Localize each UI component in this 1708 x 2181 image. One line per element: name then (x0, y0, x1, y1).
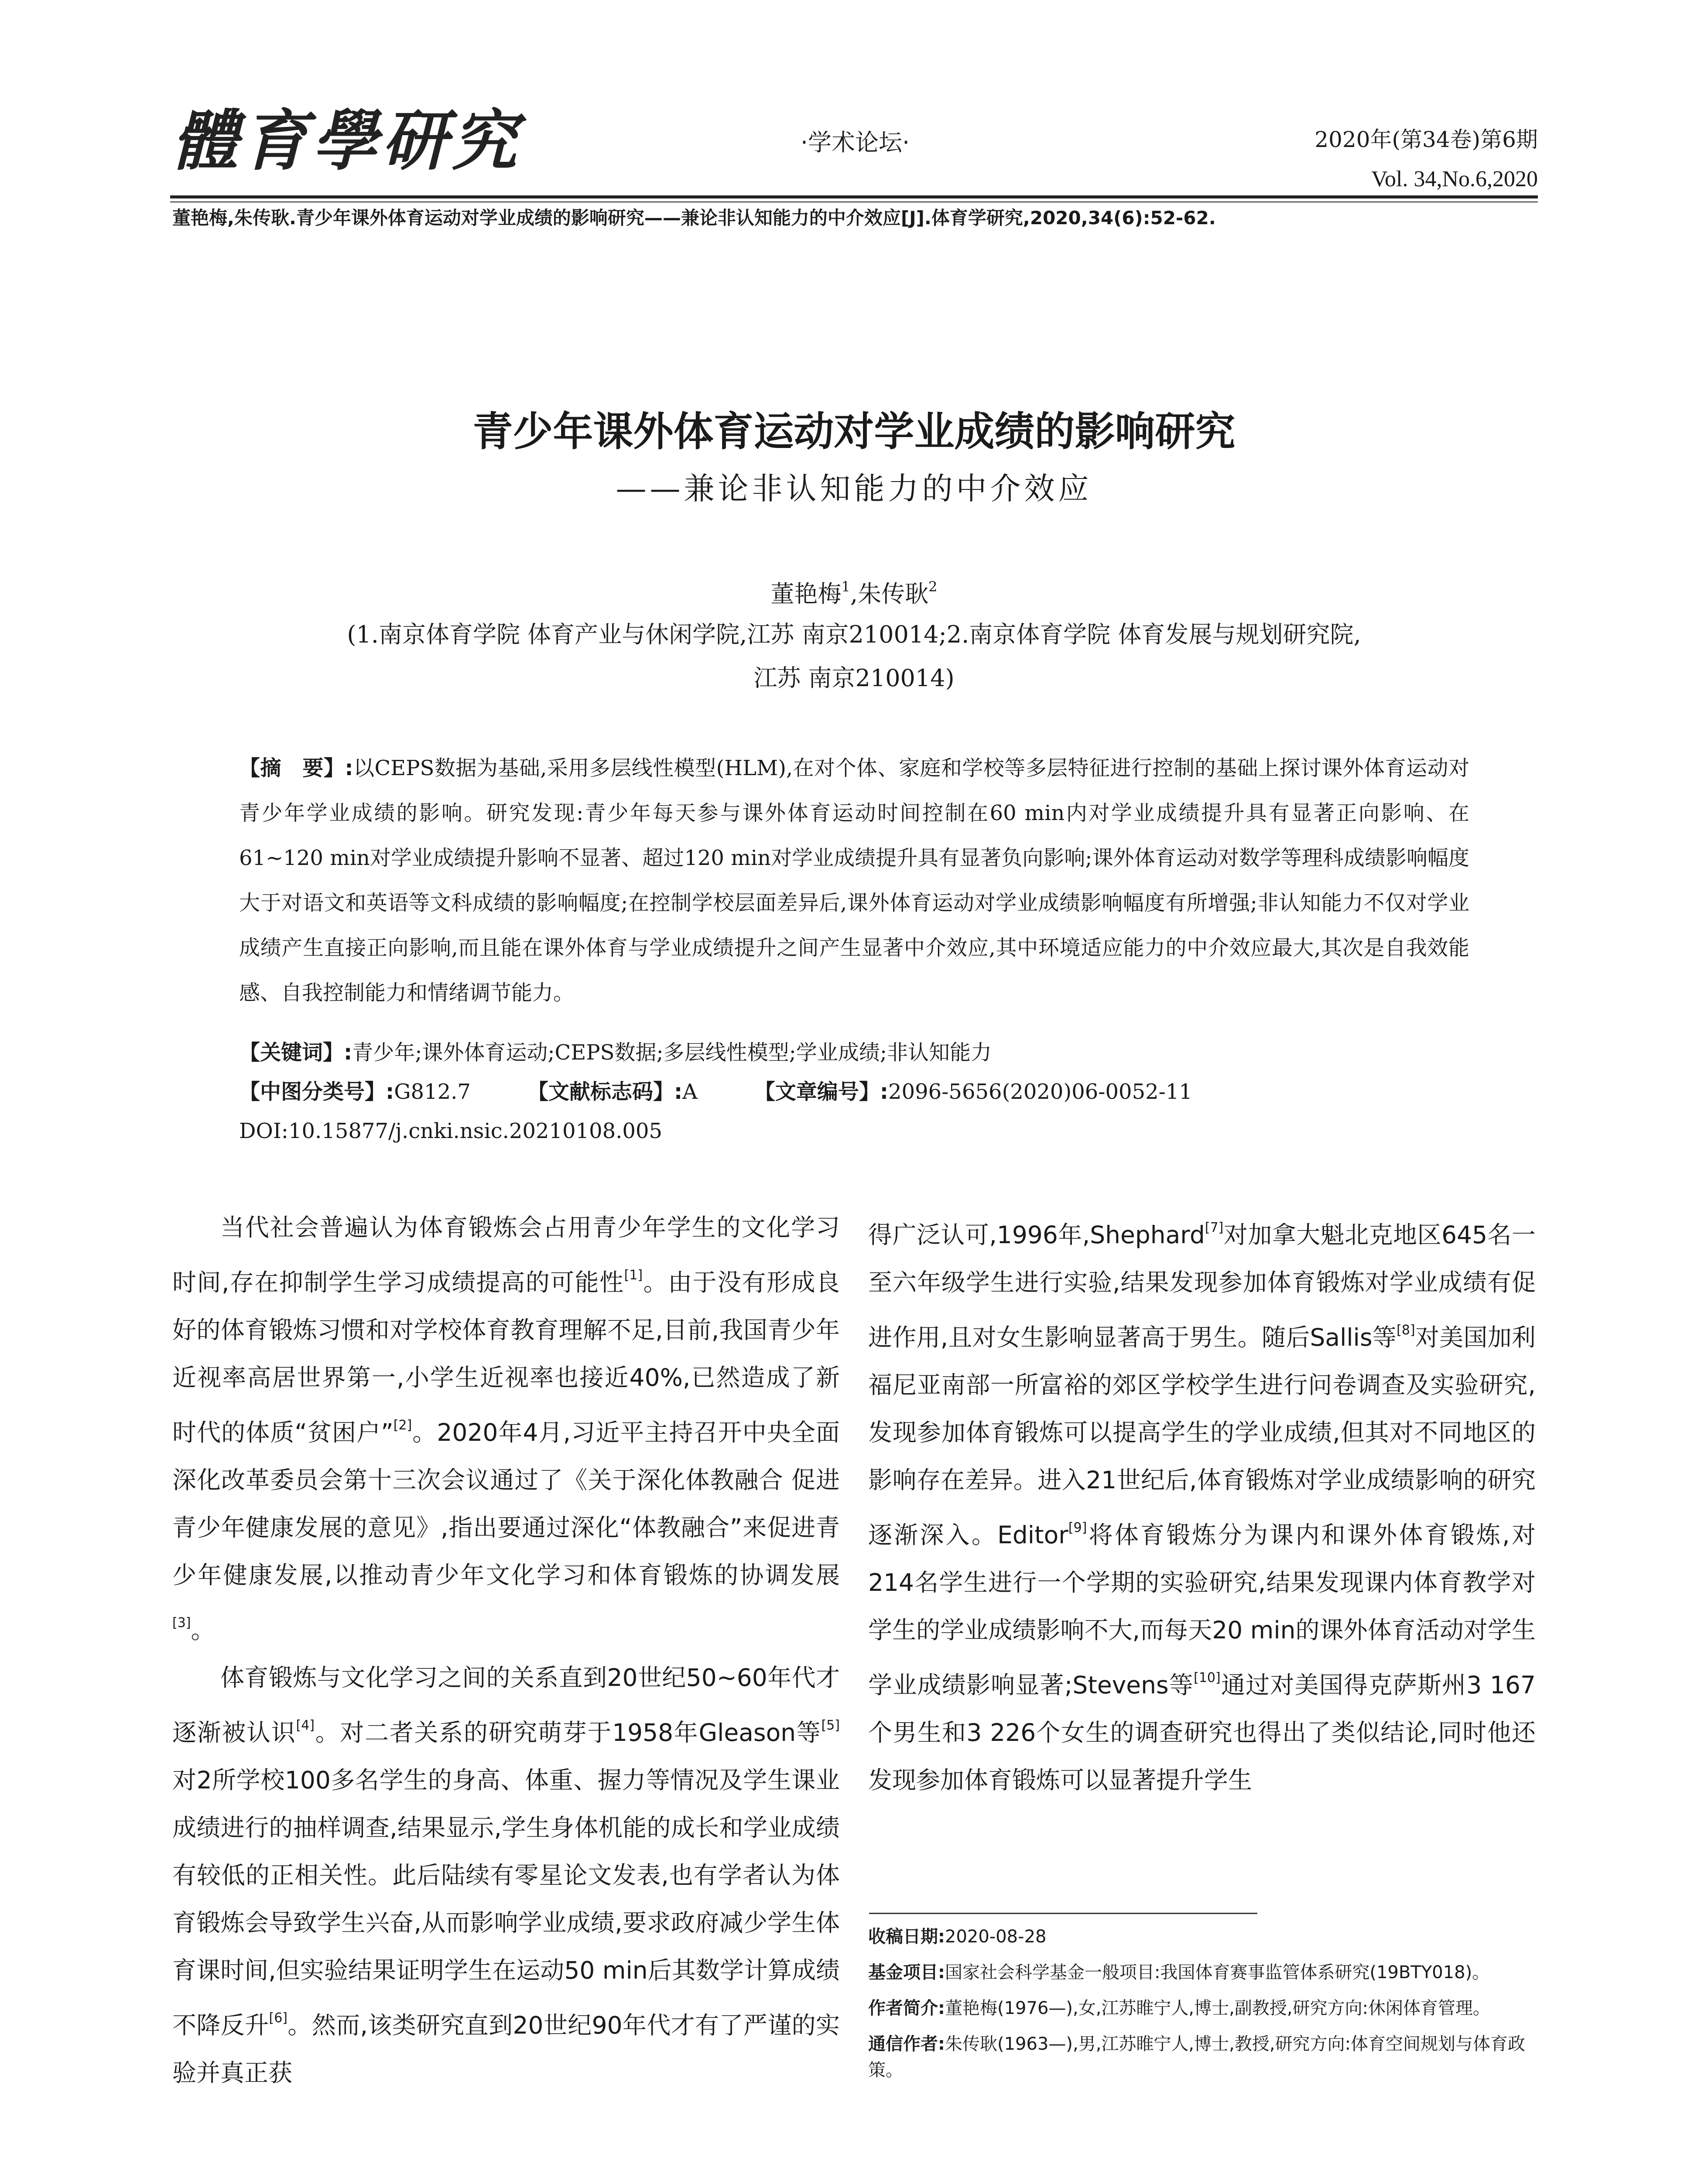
reference-marker: [7] (1205, 1220, 1224, 1235)
keywords (239, 1033, 1469, 1072)
header-rule (170, 195, 1538, 198)
reference-marker: [2] (393, 1418, 412, 1433)
reference-marker: [10] (1194, 1670, 1221, 1685)
author-name: 董艳梅 (770, 580, 842, 608)
affiliation-marker: 2 (928, 578, 938, 595)
body-column-right (868, 1204, 1536, 1804)
doi-line (239, 1111, 1469, 1151)
issue-info-chinese: 2020年(第34卷)第6期 (1314, 127, 1538, 152)
doi-value: 10.15877/j.cnki.nsic.20210108.005 (288, 1119, 663, 1143)
footnote-corresponding-author: 通信作者:朱传耿(1963—),男,江苏睢宁人,博士,教授,研究方向:体育空间规划与体育政策。 (868, 2034, 1526, 2080)
footnote-funding: 基金项目:国家社会科学基金一般项目:我国体育赛事监管体系研究(19BTY018)。 (868, 1962, 1490, 1983)
affiliation-marker: 1 (841, 578, 850, 595)
article-title: 青少年课外体育运动对学业成绩的影响研究 (472, 408, 1236, 455)
classification-line (239, 1072, 1469, 1111)
citation-line: 董艳梅,朱传耿.青少年课外体育运动对学业成绩的影响研究——兼论非认知能力的中介效应[J].体育学研究,2020,34(6):52-62. (172, 207, 1216, 229)
affiliation-line: 江苏 南京210014) (753, 664, 955, 692)
reference-marker: [8] (1397, 1323, 1415, 1338)
clc-value: G812.7 (394, 1080, 471, 1104)
abstract-text: 以CEPS数据为基础,采用多层线性模型(HLM),在对个体、家庭和学校等多层特征进行控制的基础上探讨课外体育运动对青少年学业成绩的影响。研究发现:青少年每天参与课外体育运动时间控制在60 min内对学业成绩提升具有显著正向影响、在61~120 min对学业成绩提升影响不显著、超过120 min对学业成绩提升具有显著负向影响;课外体育运动对数学等理科成绩影响幅度大于对语文和英语等文科成绩的影响幅度;在控制学校层面差异后,课外体育运动对学业成绩影响幅度有所增强;非认知能力不仅对学业成绩产生直接正向影响,而且能在课外体育与学业成绩提升之间产生显著中介效应,其中环境适应能力的中介效应最大,其次是自我效能感、自我控制能力和情绪调节能力。 (239, 756, 1469, 1005)
footnotes (868, 1924, 1536, 2093)
document-code-label: 【文献标志码】: (527, 1080, 683, 1104)
keywords-text: 青少年;课外体育运动;CEPS数据;多层线性模型;学业成绩;非认知能力 (352, 1040, 992, 1065)
journal-logo: 體育學研究 (172, 103, 522, 179)
reference-marker: [9] (1068, 1520, 1087, 1535)
reference-marker: [3] (172, 1615, 191, 1631)
body-paragraph: 体育锻炼与文化学习之间的关系直到20世纪50~60年代才逐渐被认识[4]。对二者关系的研究萌芽于1958年Gleason等[5]对2所学校100多名学生的身高、体重、握力等情况及学生课业成绩进行的抽样调查,结果显示,学生身体机能的成长和学业成绩有较低的正相关性。此后陆续有零星论文发表,也有学者认为体育锻炼会导致学生兴奋,从而影响学业成绩,要求政府减少学生体育课时间,但实验结果证明学生在运动50 min后其数学计算成绩不降反升[6]。然而,该类研究直到20世纪90年代才有了严谨的实验并真正获 (172, 1664, 840, 2087)
reference-marker: [6] (269, 2010, 288, 2026)
issue-info-english: Vol. 34,No.6,2020 (1371, 167, 1538, 191)
author-name: 朱传耿 (858, 580, 929, 608)
doi-label: DOI: (239, 1119, 288, 1143)
abstract-label: 【摘 要】: (239, 756, 353, 780)
clc-label: 【中图分类号】: (239, 1080, 394, 1104)
body-paragraph: 得广泛认可,1996年,Shephard[7]对加拿大魁北克地区645名一至六年级学生进行实验,结果发现参加体育锻炼对学业成绩有促进作用,且对女生影响显著高于男生。随后Sallis等[8]对美国加利福尼亚南部一所富裕的郊区学校学生进行问卷调查及实验研究,发现参加体育锻炼可以提高学生的学业成绩,但其对不同地区的影响存在差异。进入21世纪后,体育锻炼对学业成绩影响的研究逐渐深入。Editor[9]将体育锻炼分为课内和课外体育锻炼,对214名学生进行一个学期的实验研究,结果发现课内体育教学对学生的学业成绩影响不大,而每天20 min的课外体育活动对学生学业成绩影响显著;Stevens等[10]通过对美国得克萨斯州3 167个男生和3 226个女生的调查研究也得出了类似结论,同时他还发现参加体育锻炼可以显著提升学生 (868, 1220, 1536, 1794)
keywords-label: 【关键词】: (239, 1040, 353, 1065)
abstract (239, 746, 1469, 1015)
footnote-author-bio: 作者简介:董艳梅(1976—),女,江苏睢宁人,博士,副教授,研究方向:休闲体育管理。 (868, 1998, 1491, 2018)
document-code-value: A (682, 1080, 698, 1104)
footnote-rule (869, 1913, 1257, 1914)
author-separator: , (850, 580, 858, 608)
section-label: ·学术论坛· (800, 129, 910, 156)
reference-marker: [5] (821, 1718, 840, 1733)
article-number-value: 2096-5656(2020)06-0052-11 (888, 1080, 1192, 1104)
body-column-left (172, 1204, 840, 2097)
reference-marker: [4] (296, 1718, 315, 1733)
article-subtitle: ——兼论非认知能力的中介效应 (616, 471, 1092, 506)
reference-marker: [1] (624, 1268, 643, 1283)
author-line (0, 569, 1708, 612)
affiliation-line: (1.南京体育学院 体育产业与休闲学院,江苏 南京210014;2.南京体育学院 体育发展与规划研究院, (347, 621, 1361, 648)
affiliations (244, 613, 1464, 700)
body-paragraph: 当代社会普遍认为体育锻炼会占用青少年学生的文化学习时间,存在抑制学生学习成绩提高的可能性[1]。由于没有形成良好的体育锻炼习惯和对学校体育教育理解不足,目前,我国青少年近视率高居世界第一,小学生近视率也接近40%,已然造成了新时代的体质“贫困户”[2]。2020年4月,习近平主持召开中央全面深化改革委员会第十三次会议通过了《关于深化体教融合 促进青少年健康发展的意见》,指出要通过深化“体教融合”来促进青少年健康发展,以推动青少年文化学习和体育锻炼的协调发展[3]。 (172, 1214, 840, 1644)
article-number-label: 【文章编号】: (754, 1080, 889, 1104)
footnote-received: 收稿日期:2020-08-28 (868, 1927, 1047, 1947)
